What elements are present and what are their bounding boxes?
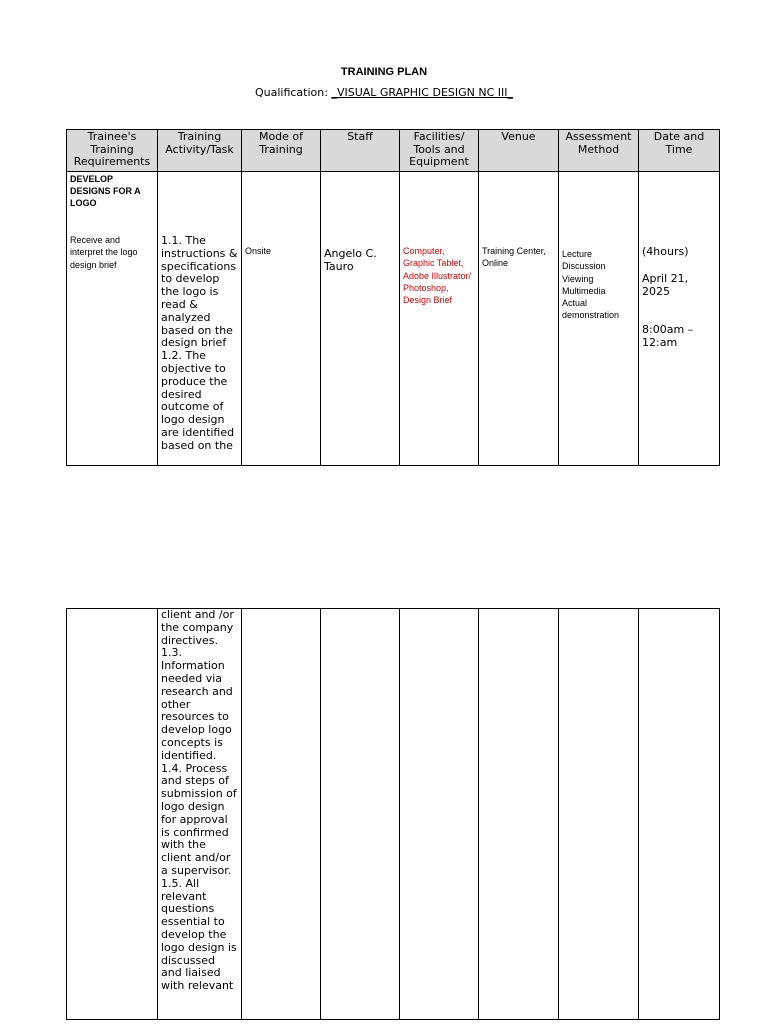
assessment-item: Lecture	[562, 249, 593, 259]
cell-activity	[158, 609, 242, 1020]
qualification-line	[0, 86, 768, 99]
assessment-list	[562, 248, 635, 322]
cell-assessment	[559, 609, 639, 1020]
table-row	[67, 609, 720, 1020]
cell-venue	[479, 609, 559, 1020]
header-mode-of-training: Mode of Training	[242, 130, 321, 172]
mode-text: Onsite	[245, 246, 272, 256]
table-row	[67, 172, 720, 466]
activity-text: 1.1. The instructions & specifications to develop the logo is read & analyzed based on the design brief 1.2. The objective to produce the desired outcome of logo design are identified based on the	[161, 234, 238, 452]
cell-venue	[479, 172, 559, 466]
training-plan-table	[66, 129, 720, 466]
staff-name: Angelo C. Tauro	[324, 247, 377, 273]
qualification-value: _VISUAL GRAPHIC DESIGN NC III_	[331, 86, 514, 99]
cell-mode	[242, 172, 321, 466]
header-venue: Venue	[479, 130, 559, 172]
header-staff: Staff	[321, 130, 400, 172]
assessment-item: Actual demonstration	[562, 298, 620, 321]
assessment-item: Discussion	[562, 261, 606, 272]
unit-title: DEVELOP DESIGNS FOR A LOGO	[70, 174, 141, 208]
training-plan-table-continued	[66, 608, 720, 1020]
time-text: 8:00am – 12:am	[642, 323, 694, 349]
header-training-activity: Training Activity/Task	[158, 130, 242, 172]
cell-requirements	[67, 172, 158, 466]
cell-staff	[321, 609, 400, 1020]
duration-text: (4hours)	[642, 245, 689, 258]
facilities-text: Computer, Graphic Tablet, Adobe Illustrator/ Photoshop, Design Brief	[403, 246, 472, 306]
assessment-item: Viewing	[562, 273, 594, 284]
table-header-row	[67, 130, 720, 172]
cell-requirements	[67, 609, 158, 1020]
header-date-and-time: Date and Time	[639, 130, 720, 172]
cell-facilities	[400, 172, 479, 466]
header-assessment-method: Assessment Method	[559, 130, 639, 172]
cell-assessment	[559, 172, 639, 466]
qualification-label: Qualification:	[254, 86, 328, 99]
requirement-text: Receive and interpret the logo design brief	[70, 235, 138, 270]
header-facilities: Facilities/ Tools and Equipment	[400, 130, 479, 172]
header-trainee-requirements: Trainee's Training Requirements	[67, 130, 158, 172]
cell-activity	[158, 172, 242, 466]
date-text: April 21, 2025	[642, 272, 689, 298]
activity-text-continued: client and /or the company directives. 1.3. Information needed via research and other resources to develop logo concepts is identified. 1.4. Process and steps of submission of logo design for approval is confirmed with the client and/or a supervisor. 1.5. All relevant questions essential to develop the logo design is discussed and liaised with relevant	[161, 608, 237, 993]
cell-date-time	[639, 172, 720, 466]
cell-staff	[321, 172, 400, 466]
document-title: TRAINING PLAN	[340, 66, 428, 78]
assessment-item: Multimedia	[562, 285, 606, 296]
venue-text: Training Center, Online	[482, 246, 546, 269]
cell-facilities	[400, 609, 479, 1020]
cell-mode	[242, 609, 321, 1020]
cell-date-time	[639, 609, 720, 1020]
